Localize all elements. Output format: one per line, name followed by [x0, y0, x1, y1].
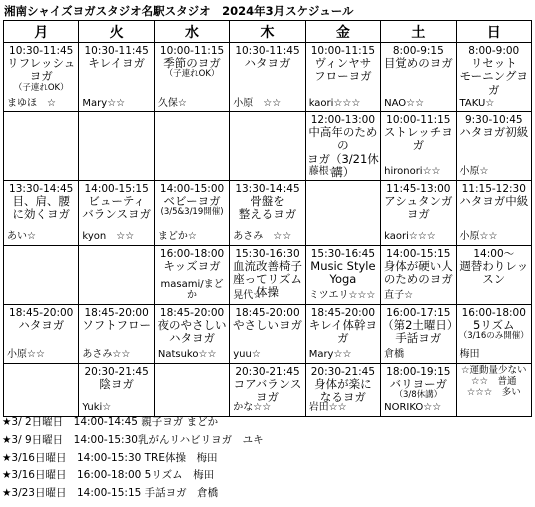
schedule-row [4, 180, 532, 245]
empty-cell [4, 363, 79, 416]
empty-cell [305, 180, 380, 245]
class-time: 9:30-10:45 [464, 114, 523, 126]
class-time: 13:30-14:45 [9, 182, 74, 195]
class-name: 手話ヨガ [395, 331, 442, 346]
class-note: （子連れOK） [164, 69, 220, 80]
class-name: ベビーヨガ [163, 194, 221, 208]
class-time: 14:00-15:00 [159, 182, 225, 195]
day-header: 火 [79, 21, 154, 43]
instructor-name: 小原☆ [459, 166, 489, 178]
class-cell [305, 43, 380, 112]
class-cell [381, 43, 456, 112]
schedule-row [4, 245, 532, 304]
class-name: Music Style [310, 259, 376, 273]
intensity-legend-item: ☆運動量少ない [461, 364, 527, 376]
class-cell [154, 43, 229, 112]
class-time: 20:30-21:45 [235, 365, 300, 378]
class-name: ソフトフロー [82, 318, 151, 332]
class-time: 15:30-16:45 [310, 247, 376, 260]
schedule-row [4, 363, 532, 416]
instructor-name: Mary☆☆ [82, 97, 126, 109]
schedule-row [4, 43, 532, 112]
class-cell [154, 304, 229, 363]
class-cell [456, 245, 531, 304]
instructor-name: 晃代☆ [233, 290, 263, 302]
event-note: ★3/16日曜日 14:00-15:30 TRE体操 梅田 [2, 451, 218, 464]
class-cell [230, 363, 305, 416]
page-title: 湘南シャイズヨガスタジオ名駅スタジオ 2024年3月スケジュール [4, 4, 354, 18]
class-name: に効くヨガ [12, 207, 70, 222]
class-time: 10:30-11:45 [9, 45, 74, 57]
class-time: 16:00-17:15 [386, 306, 451, 319]
schedule-row [4, 112, 532, 181]
intensity-legend-item: ☆☆☆ 多い [466, 386, 521, 398]
class-name: キッズヨガ [163, 259, 221, 273]
class-name: バリヨーガ [389, 377, 447, 391]
event-note: ★3/ 9日曜日 14:00-15:30乳がんリハビリヨガ ユキ [2, 433, 264, 446]
class-name: アシュタンガヨガ [384, 194, 453, 222]
class-cell [381, 112, 456, 181]
class-time: 10:00-11:15 [310, 45, 376, 57]
class-name: （第2土曜日） [382, 318, 459, 332]
class-name: モーニングヨガ [459, 69, 528, 97]
schedule-table [3, 20, 532, 417]
class-name: ハタヨガ中級 [459, 194, 529, 208]
instructor-name: ミツエリ☆☆☆ [308, 290, 376, 302]
class-name: キレイ体幹ヨガ [308, 318, 378, 346]
instructor-name: 直子☆ [384, 290, 414, 302]
class-cell [381, 245, 456, 304]
legend-cell [456, 363, 531, 416]
instructor-name: 小原 ☆☆ [233, 97, 282, 109]
class-cell [305, 363, 380, 416]
instructor-name: 小原☆☆ [459, 231, 498, 243]
class-cell [305, 304, 380, 363]
class-name: 身体が楽に [314, 377, 372, 391]
class-cell [4, 304, 79, 363]
instructor-name: NORIKO☆☆ [384, 402, 442, 414]
class-cell [456, 43, 531, 112]
class-name: 中高年のための [308, 125, 378, 153]
class-name: フローヨガ [314, 69, 372, 84]
class-cell [381, 363, 456, 416]
instructor-name: NAO☆☆ [384, 97, 425, 109]
class-note: （3/16のみ開催） [458, 331, 529, 342]
instructor-name: 岩田☆☆ [308, 402, 347, 414]
event-note: ★3/ 2日曜日 14:00-14:45 親子ヨガ まどか [2, 416, 219, 428]
class-time: 14:00-15:15 [84, 182, 149, 195]
class-name: なるヨガ [319, 390, 366, 405]
class-time: 10:30-11:45 [84, 45, 149, 57]
class-name: 座ってリズム体操 [233, 272, 302, 300]
empty-cell [230, 112, 305, 181]
day-header: 木 [230, 21, 305, 43]
instructor-name: kyon ☆☆ [82, 231, 135, 243]
day-header: 水 [154, 21, 229, 43]
class-name: ハタヨガ [169, 331, 216, 346]
instructor-name: hironori☆☆ [384, 166, 441, 178]
class-time: 10:00-11:15 [159, 45, 225, 57]
instructor-name: あい☆ [7, 231, 36, 243]
class-time: 18:00-19:15 [386, 365, 451, 378]
class-cell [4, 43, 79, 112]
instructor-name: Mary☆☆ [308, 349, 352, 361]
class-name: バランスヨガ [82, 207, 151, 222]
class-time: 10:00-11:15 [386, 114, 451, 126]
schedule-row [4, 304, 532, 363]
instructor-name: 梅田 [459, 349, 480, 361]
class-cell [381, 304, 459, 363]
class-time: 11:45-13:00 [386, 182, 451, 195]
class-cell [230, 43, 305, 112]
class-cell [230, 245, 305, 304]
class-note: （子連れOK） [13, 82, 69, 93]
class-cell [4, 180, 79, 245]
class-cell [79, 180, 154, 245]
instructor-name: かな☆☆ [233, 402, 272, 414]
class-name: 週替わりレッスン [459, 259, 529, 287]
class-time: 10:30-11:45 [235, 45, 300, 57]
class-name: キレイヨガ [88, 56, 146, 71]
empty-cell [4, 245, 79, 304]
class-name: ハタヨガ初級 [459, 125, 529, 140]
class-name: 身体が硬い人 [383, 259, 453, 273]
class-cell [230, 304, 305, 363]
instructor-name: 小原☆☆ [7, 349, 45, 361]
class-cell [154, 245, 229, 304]
instructor-name: まゆほ ☆ [7, 97, 56, 109]
class-time: 8:00-9:00 [468, 45, 520, 57]
class-name: ヨガ（3/21休講） [306, 151, 379, 179]
class-time: 18:45-20:00 [159, 306, 225, 319]
class-time: 16:00-18:00 [159, 247, 225, 260]
class-time: 18:45-20:00 [84, 306, 149, 319]
class-name: ストレッチヨガ [383, 125, 453, 153]
class-time: 18:45-20:00 [235, 306, 300, 319]
empty-cell [79, 245, 154, 304]
class-time: 18:45-20:00 [310, 306, 376, 319]
instructor-name: masami/まどか [160, 278, 224, 302]
class-time: 12:00-13:00 [310, 114, 376, 126]
event-note: ★3/23日曜日 14:00-15:15 手話ヨガ 倉橋 [2, 487, 219, 500]
day-header: 金 [305, 21, 380, 43]
class-time: 11:15-12:30 [461, 182, 526, 195]
class-name: 血流改善椅子 [232, 259, 302, 273]
class-name: 整えるヨガ [238, 207, 297, 222]
special-events [2, 414, 264, 503]
class-name: 夜のやさしい [157, 318, 227, 332]
class-cell [79, 363, 154, 416]
class-cell [305, 112, 380, 181]
empty-cell [4, 112, 79, 181]
event-note: ★3/16日曜日 16:00-18:00 5リズム 梅田 [2, 469, 215, 482]
class-note: （3/8休講） [394, 390, 443, 401]
class-note: (3/5&3/19開催) [160, 207, 224, 218]
instructor-name: あさみ☆☆ [82, 349, 131, 361]
class-name: やさしいヨガ [232, 318, 302, 332]
class-time: 16:00-18:00 [461, 306, 526, 319]
empty-cell [154, 363, 229, 416]
class-name: 陰ヨガ [99, 377, 134, 391]
class-cell [456, 304, 531, 363]
class-cell [305, 245, 380, 304]
class-name: 骨盤を [250, 194, 285, 208]
day-header-row [4, 21, 532, 43]
class-name: リセット [470, 56, 517, 71]
day-header: 月 [4, 21, 79, 43]
class-name: ハタヨガ [244, 56, 291, 71]
instructor-name: Yuki☆ [82, 402, 112, 414]
day-header: 土 [381, 21, 456, 43]
class-name: ビューティ [88, 194, 145, 208]
empty-cell [154, 112, 229, 181]
class-time: 20:30-21:45 [84, 365, 149, 378]
class-time: 8:00-9:15 [392, 45, 444, 57]
instructor-name: Natsuko☆☆ [157, 349, 217, 361]
class-cell [79, 304, 154, 363]
day-header: 日 [456, 21, 531, 43]
class-name: 目、肩、腰 [12, 194, 70, 208]
instructor-name: TAKU☆ [459, 97, 495, 109]
empty-cell [79, 112, 154, 181]
class-name: ヴィンヤサ [314, 56, 372, 71]
class-cell [79, 43, 154, 112]
class-name: コアバランスヨガ [233, 377, 302, 405]
instructor-name: 久保☆ [157, 97, 187, 109]
instructor-name: まどか☆ [157, 231, 197, 243]
class-cell [230, 180, 305, 245]
class-name: 目覚めのヨガ [383, 56, 453, 71]
class-name: ハタヨガ [18, 318, 65, 332]
class-name: Yoga [329, 272, 357, 287]
instructor-name: 藤根☆ [308, 166, 338, 178]
class-cell [381, 180, 456, 245]
class-name: リフレッシュヨガ [7, 56, 76, 84]
class-time: 14:00～ [473, 247, 515, 260]
instructor-name: kaori☆☆☆ [384, 231, 436, 243]
class-time: 18:45-20:00 [9, 306, 74, 319]
instructor-name: kaori☆☆☆ [308, 97, 361, 109]
class-time: 20:30-21:45 [310, 365, 376, 378]
instructor-name: 倉橋 [384, 349, 405, 361]
class-time: 13:30-14:45 [235, 182, 300, 195]
class-time: 15:30-16:30 [235, 247, 300, 260]
class-name: 5リズム [472, 318, 515, 332]
instructor-name: yuu☆ [233, 349, 261, 361]
class-name: 季節のヨガ [163, 56, 221, 71]
class-cell [456, 112, 531, 181]
class-cell [154, 180, 229, 245]
class-name: のためのヨガ [383, 272, 453, 287]
class-time: 14:00-15:15 [386, 247, 451, 260]
instructor-name: あさみ ☆☆ [233, 231, 292, 243]
intensity-legend-item: ☆☆ 普通 [470, 375, 517, 387]
class-cell [456, 180, 531, 245]
